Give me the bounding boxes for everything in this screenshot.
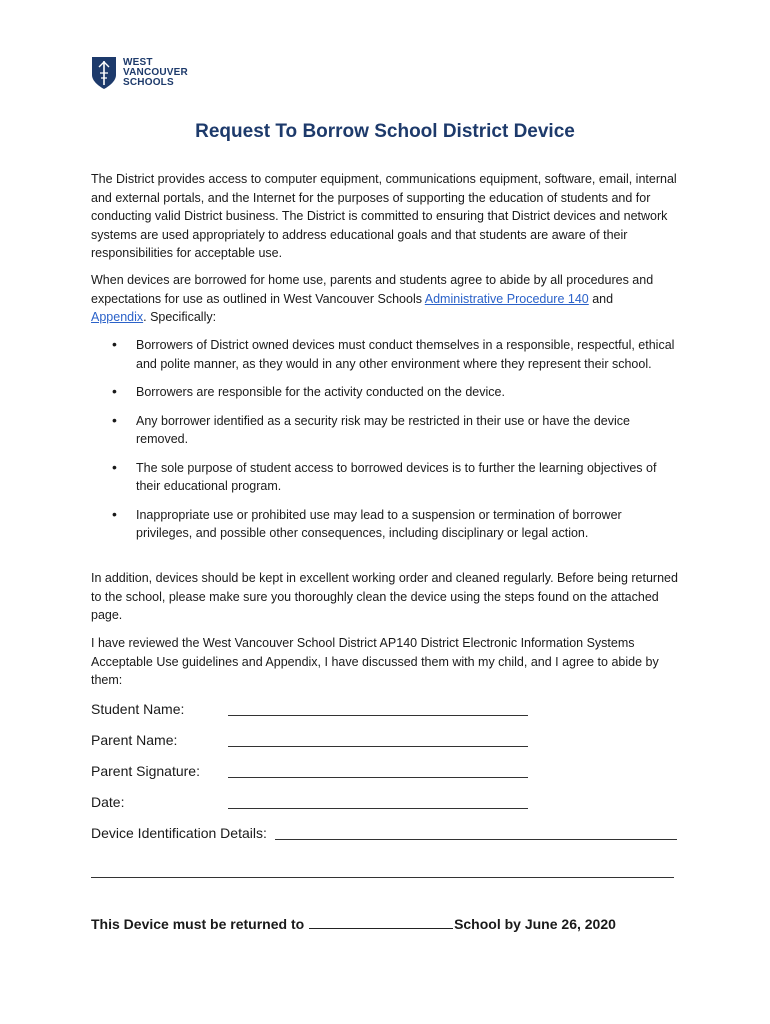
date-label: Date:: [91, 794, 125, 810]
appendix-link[interactable]: Appendix: [91, 310, 144, 324]
procedure-paragraph: [91, 271, 681, 327]
list-item: [108, 412, 678, 449]
conduct-list: [108, 336, 678, 543]
procedure-text-after: . Specifically:: [143, 310, 217, 324]
list-item-text: Borrowers of District owned devices must conduct themselves in a responsible, respectful, ethical and polite manner, as they would in any other environment where they represent their school.: [136, 338, 675, 371]
list-item-text: The sole purpose of student access to borrowed devices is to further the learning objectives of their educational program.: [136, 460, 657, 493]
intro-paragraph: The District provides access to computer equipment, communications equipment, software, email, internal and external portals, and the Internet for the purposes of supporting the education of students and for conducting valid District business. The District is committed to ensuring that District devices and network systems are used appropriately to address educational goals and that students are aware of their responsibilities for acceptable use.: [91, 172, 677, 260]
student-name-field[interactable]: [228, 715, 528, 716]
parent-name-field[interactable]: [228, 746, 528, 747]
device-id-field-continued[interactable]: [91, 877, 674, 878]
device-id-label: Device Identification Details:: [91, 825, 267, 841]
list-item-text: Inappropriate use or prohibited use may lead to a suspension or termination of borrower privileges, and possible other consequences, including disciplinary or legal action.: [136, 507, 622, 540]
list-item: [108, 336, 678, 373]
student-name-label: Student Name:: [91, 701, 185, 717]
parent-signature-field[interactable]: [228, 777, 528, 778]
shield-logo-icon: [90, 55, 118, 91]
parent-name-label: Parent Name:: [91, 732, 178, 748]
procedure-text-before: When devices are borrowed for home use, parents and students agree to abide by all procedures and expectations for use as outlined in West Vancouver Schools: [91, 273, 654, 306]
agreement-paragraph: I have reviewed the West Vancouver School District AP140 District Electronic Information Systems Acceptable Use guidelines and Appendix, I have discussed them with my child, and I agree to abide by them:: [91, 636, 659, 687]
date-field[interactable]: [228, 808, 528, 809]
list-item-text: Borrowers are responsible for the activity conducted on the device.: [136, 385, 505, 399]
bullet-icon: •: [112, 505, 117, 522]
return-statement: [91, 916, 616, 932]
bullet-icon: •: [112, 336, 117, 352]
procedure-text-mid: and: [588, 291, 614, 306]
list-item: [108, 383, 678, 402]
bullet-icon: •: [112, 411, 117, 428]
logo-wordmark: [123, 58, 188, 88]
administrative-procedure-link[interactable]: Administrative Procedure 140: [424, 291, 589, 306]
page-title: Request To Borrow School District Device: [195, 121, 575, 142]
logo-line-2: VANCOUVER: [123, 67, 188, 78]
bullet-icon: •: [112, 458, 117, 475]
device-id-field[interactable]: [275, 839, 677, 840]
parent-signature-label: Parent Signature:: [91, 763, 200, 779]
cleaning-paragraph: In addition, devices should be kept in excellent working order and cleaned regularly. Before being returned to the school, please make sure you thoroughly clean the device using the steps found on the attached page.: [91, 571, 678, 622]
return-prefix: This Device must be returned to: [91, 916, 309, 932]
list-item-text: Any borrower identified as a security risk may be restricted in their use or have the device removed.: [136, 413, 630, 446]
list-item: [108, 459, 678, 496]
list-item: [108, 506, 678, 543]
logo-line-1: WEST: [123, 57, 153, 68]
school-district-logo: [90, 55, 188, 91]
logo-line-3: SCHOOLS: [123, 77, 174, 88]
bullet-icon: •: [112, 383, 117, 399]
return-suffix: School by June 26, 2020: [454, 916, 616, 932]
return-school-field[interactable]: [309, 916, 453, 929]
